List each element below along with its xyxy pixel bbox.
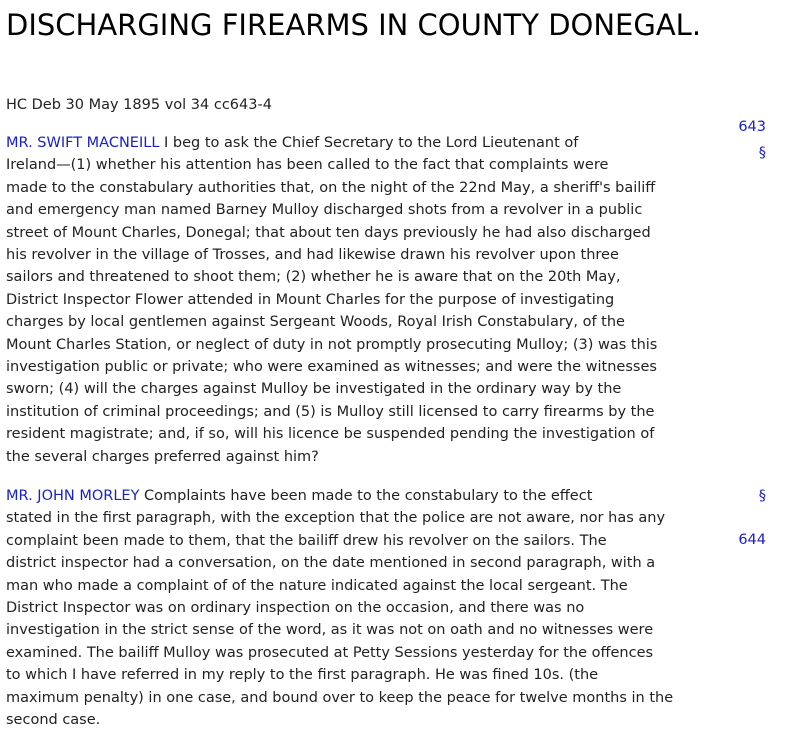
speech-line: stated in the first paragraph, with the exception that the police are not aware, nor has any	[6, 510, 666, 527]
speaker-link-morley[interactable]: MR. JOHN MORLEY	[6, 488, 140, 504]
column-marker-643[interactable]: 643	[738, 119, 766, 135]
speaker-link-macneill[interactable]: MR. SWIFT MACNEILL	[6, 135, 160, 151]
speech-macneill	[6, 132, 761, 468]
speech-line: man who made a complaint of of the nature indicated against the local sergeant. The	[6, 577, 628, 594]
speech-line: street of Mount Charles, Donegal; that about ten days previously he had also discharged	[6, 224, 651, 241]
speech-line: sworn; (4) will the charges against Mulloy be investigated in the ordinary way by the	[6, 381, 622, 398]
speech-line: the several charges preferred against him?	[6, 448, 319, 465]
speech-line: charges by local gentlemen against Sergeant Woods, Royal Irish Constabulary, of the	[6, 314, 625, 331]
speech-line: made to the constabulary authorities that, on the night of the 22nd May, a sheriff's bailiff	[6, 179, 656, 196]
section-link-morley[interactable]: §	[758, 488, 766, 504]
speech-line: resident magistrate; and, if so, will his licence be suspended pending the investigation of	[6, 426, 655, 443]
speech-line: his revolver in the village of Trosses, and had likewise drawn his revolver upon three	[6, 247, 619, 264]
page-title: DISCHARGING FIREARMS IN COUNTY DONEGAL.	[6, 8, 702, 42]
section-link-macneill[interactable]: §	[758, 145, 766, 161]
speech-line: investigation in the strict sense of the word, as it was not on oath and no witnesses were	[6, 622, 654, 639]
debate-citation: HC Deb 30 May 1895 vol 34 cc643-4	[6, 97, 272, 113]
speech-morley	[6, 485, 761, 731]
speech-line	[6, 485, 761, 507]
speech-text: Complaints have been made to the constabulary to the effect	[139, 488, 593, 504]
speech-line: second case.	[6, 712, 101, 729]
speech-line: maximum penalty) in one case, and bound over to keep the peace for twelve months in the	[6, 689, 674, 706]
speech-line: Mount Charles Station, or neglect of duty in not promptly prosecuting Mulloy; (3) was this	[6, 336, 658, 353]
speech-line: institution of criminal proceedings; and (5) is Mulloy still licensed to carry firearms by the	[6, 403, 655, 420]
speech-line: Ireland—(1) whether his attention has been called to the fact that complaints were	[6, 157, 609, 174]
speech-line: examined. The bailiff Mulloy was prosecuted at Petty Sessions yesterday for the offences	[6, 644, 654, 661]
speech-line: District Inspector Flower attended in Mount Charles for the purpose of investigating	[6, 291, 615, 308]
speech-line: and emergency man named Barney Mulloy discharged shots from a revolver in a public	[6, 202, 643, 219]
column-marker-644[interactable]: 644	[738, 532, 766, 548]
speech-line: investigation public or private; who were examined as witnesses; and were the witnesses	[6, 359, 657, 376]
speech-line	[6, 132, 761, 154]
speech-line: to which I have referred in my reply to the first paragraph. He was fined 10s. (the	[6, 667, 599, 684]
speech-text: I beg to ask the Chief Secretary to the Lord Lieutenant of	[159, 135, 579, 151]
speech-line: sailors and threatened to shoot them; (2) whether he is aware that on the 20th May,	[6, 269, 621, 286]
speech-line: district inspector had a conversation, on the date mentioned in second paragraph, with a	[6, 555, 656, 572]
speech-line: District Inspector was on ordinary inspection on the occasion, and there was no	[6, 600, 585, 617]
speech-line: complaint been made to them, that the bailiff drew his revolver on the sailors. The	[6, 532, 607, 549]
